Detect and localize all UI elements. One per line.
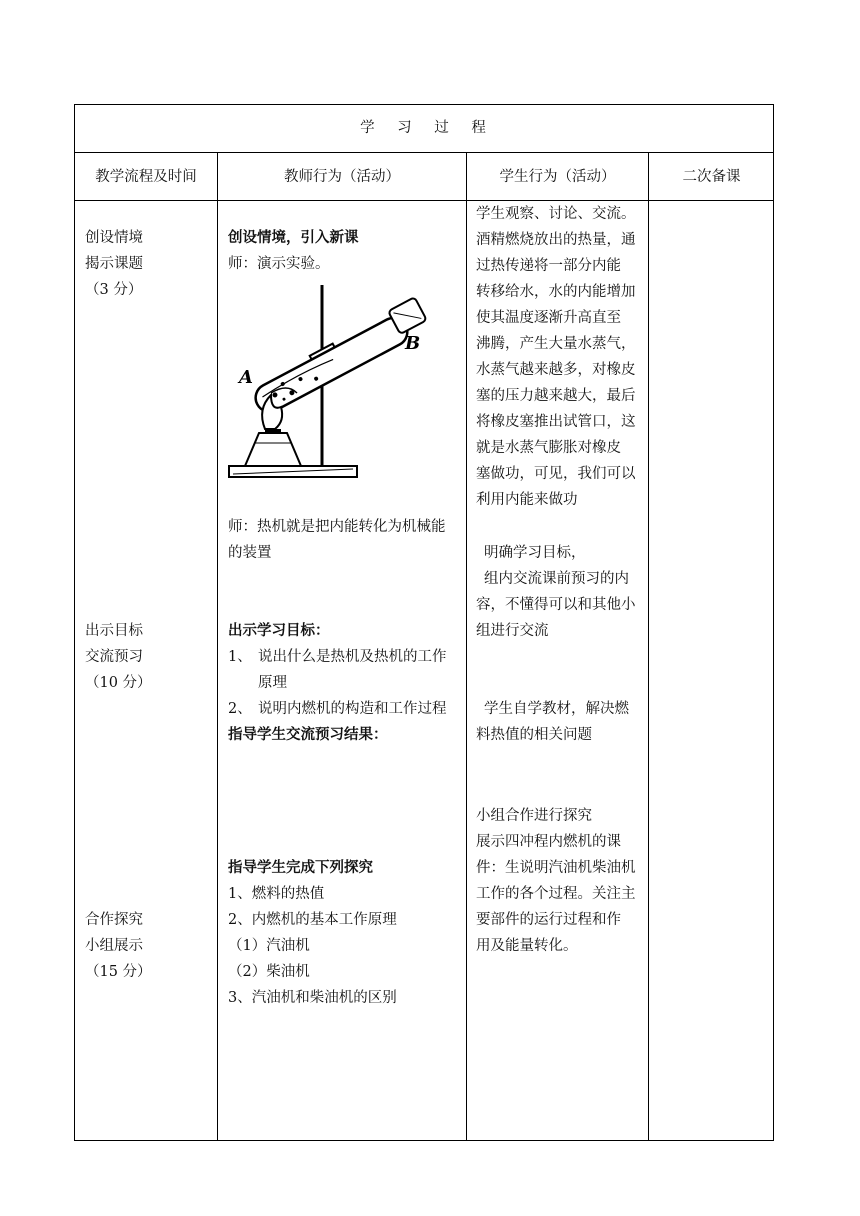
student-line: 就是水蒸气膨胀对橡皮	[476, 440, 621, 456]
explore-item: 2、内燃机的基本工作原理	[228, 912, 397, 928]
flow-stage-time: （10 分）	[85, 675, 152, 691]
student-line: 用及能量转化。	[476, 938, 578, 954]
col-divider-3	[648, 152, 649, 1140]
student-line: 件：生说明汽油机柴油机	[476, 860, 636, 876]
flow-stage-time: （3 分）	[85, 282, 143, 298]
header-backup: 二次备课	[682, 169, 741, 185]
section-heading: 指导学生完成下列探究	[228, 859, 373, 876]
student-line: 转移给水，水的内能增加	[476, 284, 636, 300]
flow-stage-name: 揭示课题	[85, 256, 143, 272]
flow-stage-name: 创设情境	[85, 230, 143, 246]
note-line: 师：热机就是把内能转化为机械能	[228, 519, 446, 535]
explore-item: 1、燃料的热值	[228, 886, 325, 902]
student-line: 学生观察、讨论、交流。	[476, 206, 636, 222]
explore-item: 3、汽油机和柴油机的区别	[228, 990, 397, 1006]
lesson-table	[74, 104, 774, 1141]
goal-text: 说明内燃机的构造和工作过程	[258, 701, 447, 717]
flow-stage-name: 小组展示	[85, 938, 143, 954]
guide-line: 指导学生交流预习结果：	[228, 726, 388, 743]
student-line: 学生自学教材，解决燃	[484, 701, 629, 717]
explore-item: （2）柴油机	[228, 964, 310, 980]
col-divider-2	[466, 152, 467, 1140]
student-line: 组进行交流	[476, 623, 549, 639]
flow-stage-time: （15 分）	[85, 964, 152, 980]
student-line: 工作的各个过程。关注主	[476, 886, 636, 902]
student-line: 使其温度逐渐升高直至	[476, 310, 621, 326]
student-line: 水蒸气越来越多，对橡皮	[476, 362, 636, 378]
header-flow: 教学流程及时间	[95, 169, 197, 185]
test-tube	[251, 313, 412, 417]
student-para-4	[476, 803, 636, 959]
student-line: 展示四冲程内燃机的课	[476, 834, 621, 850]
goal-text: 说出什么是热机及热机的工作	[258, 649, 447, 665]
flow-stage-name: 合作探究	[85, 912, 143, 928]
teacher-section-3	[228, 855, 397, 1011]
flow-stage-1	[85, 225, 143, 303]
flow-stage-name: 交流预习	[85, 649, 143, 665]
goal-item-1	[228, 644, 447, 670]
flow-stage-2	[85, 618, 152, 696]
flow-stage-name: 出示目标	[85, 623, 143, 639]
explore-item: （1）汽油机	[228, 938, 310, 954]
goal-number: 1、	[228, 649, 252, 665]
student-para-1	[476, 201, 636, 513]
teacher-section-1	[228, 225, 359, 277]
teacher-note	[228, 514, 446, 566]
figure-label-b: B	[405, 333, 421, 354]
section-heading: 创设情境，引入新课	[228, 229, 359, 246]
student-para-2	[476, 540, 636, 644]
student-line: 组内交流课前预习的内	[484, 571, 629, 587]
student-line: 塞的压力越来越大，最后	[476, 388, 636, 404]
goal-text-cont: 原理	[258, 675, 287, 691]
goal-item-2	[228, 696, 447, 722]
note-line: 的装置	[228, 545, 272, 561]
teacher-section-2	[228, 618, 447, 748]
figure-label-a: A	[239, 367, 253, 388]
header-student: 学生行为（活动）	[499, 169, 616, 185]
student-line: 酒精燃烧放出的热量，通	[476, 232, 636, 248]
col-divider-1	[217, 152, 218, 1140]
goal-number: 2、	[228, 701, 252, 717]
flow-stage-3	[85, 907, 152, 985]
student-line: 过热传递将一部分内能	[476, 258, 621, 274]
student-line: 料热值的相关问题	[476, 727, 592, 743]
header-teacher: 教师行为（活动）	[284, 169, 400, 185]
student-line: 塞做功，可见，我们可以	[476, 466, 636, 482]
student-line: 明确学习目标，	[484, 545, 586, 561]
student-para-3	[476, 696, 629, 748]
student-line: 容，不懂得可以和其他小	[476, 597, 636, 613]
alcohol-lamp	[245, 433, 301, 466]
student-line: 要部件的运行过程和作	[476, 912, 621, 928]
student-line: 沸腾，产生大量水蒸气，	[476, 336, 636, 352]
table-title: 学 习 过 程	[360, 120, 488, 136]
student-line: 利用内能来做功	[476, 492, 578, 508]
student-line: 小组合作进行探究	[476, 808, 592, 824]
experiment-figure	[225, 283, 435, 479]
section-line: 师：演示实验。	[228, 256, 330, 272]
section-heading: 出示学习目标：	[228, 622, 330, 639]
student-line: 将橡皮塞推出试管口，这	[476, 414, 636, 430]
